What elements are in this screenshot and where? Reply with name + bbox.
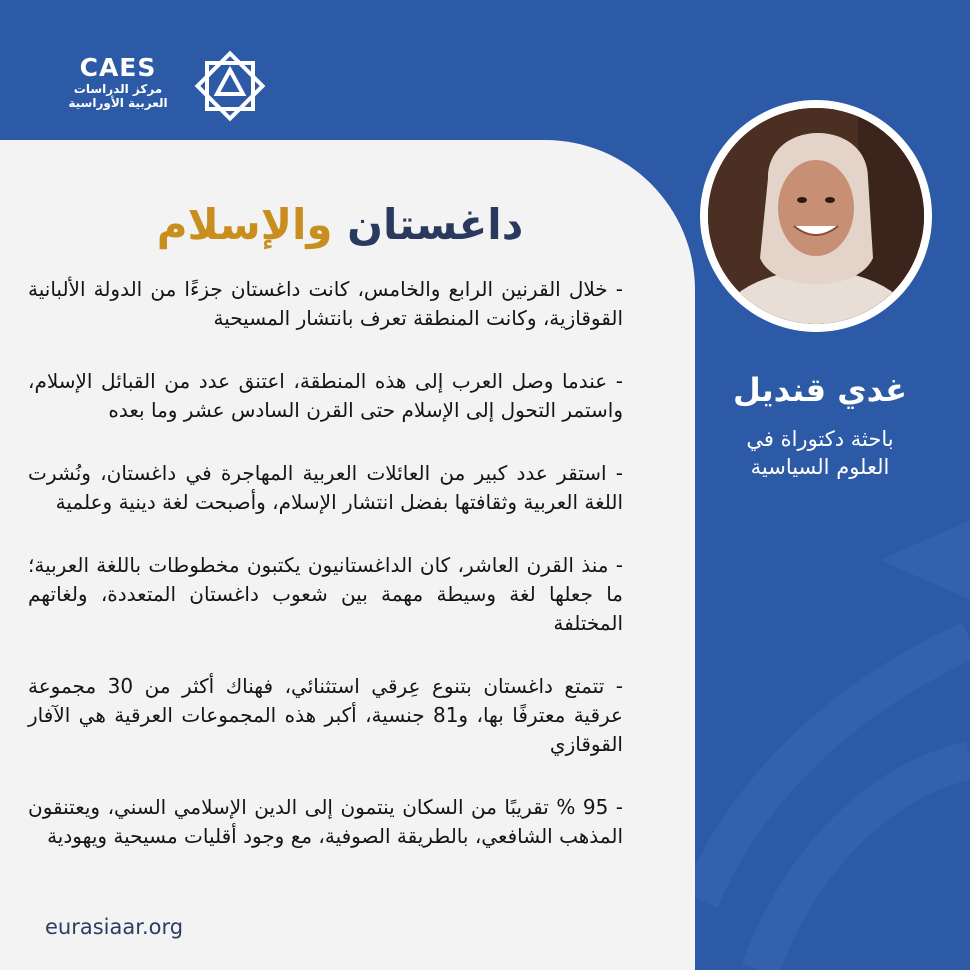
article-body [28, 275, 623, 885]
author-role-line1: باحثة دكتوراة في [746, 427, 894, 451]
paragraph-5: - تتمتع داغستان بتنوع عِرقي استثنائي، فهناك أكثر من 30 مجموعة عرقية معترفًا بها، و81 جنسية، أكبر هذه المجموعات العرقية هي الآفار القوقازي [28, 674, 623, 756]
author-role [705, 425, 935, 481]
logo-arabic-line1: مركز الدراسات [73, 82, 163, 96]
website-link[interactable]: eurasiaar.org [45, 915, 184, 939]
paragraph-4: - منذ القرن العاشر، كان الداغستانيون يكتبون مخطوطات باللغة العربية؛ ما جعلها لغة وسيطة مهمة بين شعوب داغستان المتعددة، ولغاتهم المختلفة [28, 553, 623, 635]
caes-logo[interactable] [52, 46, 222, 124]
paragraph-2: - عندما وصل العرب إلى هذه المنطقة، اعتنق عدد من القبائل الإسلام، واستمر التحول إلى الإسلام حتى القرن السادس عشر وما بعده [28, 369, 623, 422]
paragraph-1: - خلال القرنين الرابع والخامس، كانت داغستان جزءًا من الدولة الألبانية القوقازية، وكانت المنطقة تعرف بانتشار المسيحية [28, 277, 623, 330]
author-portrait-icon [708, 108, 924, 324]
author-photo [708, 108, 924, 324]
title-word-dagestan: داغستان [347, 200, 524, 249]
star-logo-icon [190, 46, 270, 126]
logo-text [52, 54, 184, 110]
logo-arabic-line2: العربية الأوراسية [68, 96, 168, 110]
author-name: غدي قنديل [733, 371, 907, 409]
author-role-line2: العلوم السياسية [750, 455, 890, 479]
logo-caes-text: CAES [79, 53, 157, 82]
author-photo-frame [700, 100, 932, 332]
paragraph-6: - 95 % تقريبًا من السكان ينتمون إلى الدين الإسلامي السني، ويعتنقون المذهب الشافعي، بالطريقة الصوفية، مع وجود أقليات مسيحية ويهودية [28, 795, 624, 848]
page-title [40, 195, 640, 255]
paragraph-3: - استقر عدد كبير من العائلات العربية المهاجرة في داغستان، ونُشرت اللغة العربية وثقافتها بفضل انتشار الإسلام، وأصبحت لغة دينية وعلمية [28, 461, 623, 514]
title-word-islam: والإسلام [156, 200, 333, 249]
